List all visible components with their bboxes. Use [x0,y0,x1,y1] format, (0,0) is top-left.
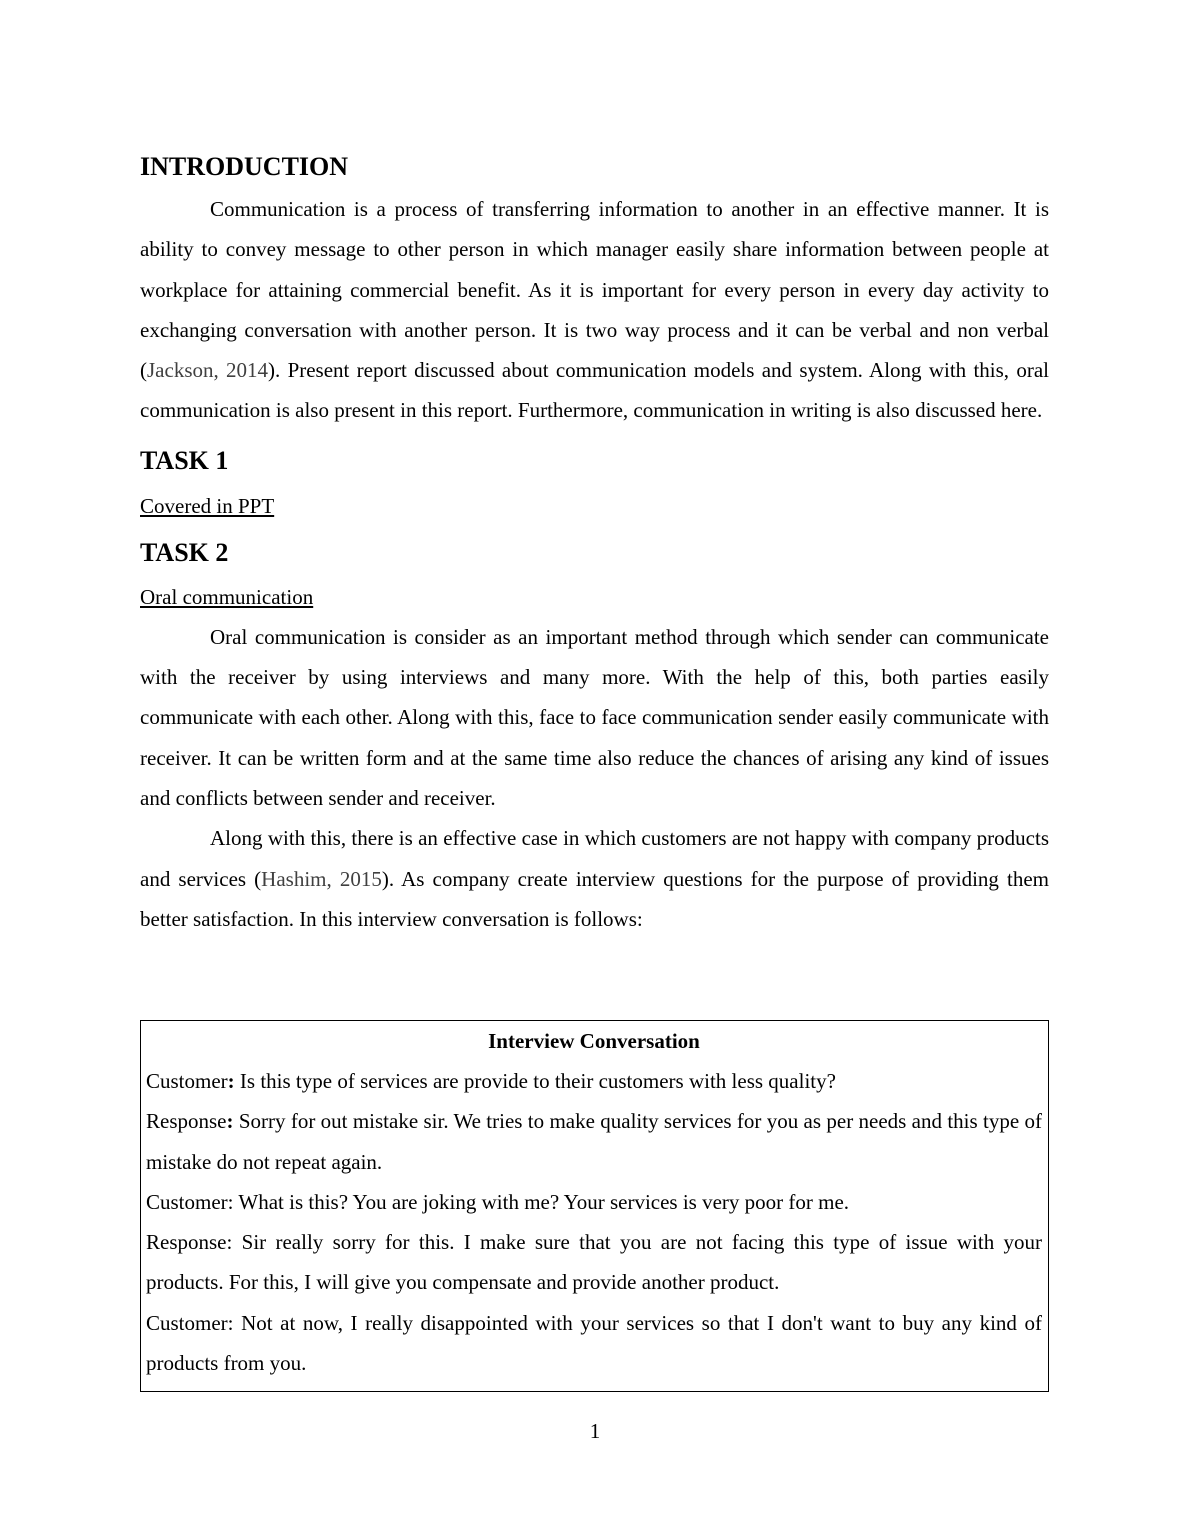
introduction-paragraph [140,189,1049,431]
speaker-colon: : [227,1069,235,1093]
citation-hashim: Hashim, 2015 [261,866,382,891]
oral-text-part2: ). As company create interview questions for the purpose of providing them better satisfaction. In this interview conversation is follows: [140,866,1050,931]
task1-subheading: Covered in PPT [140,493,275,518]
speaker-label: Response [146,1109,227,1134]
interview-conversation-box [140,1020,1049,1392]
speaker-colon: : [227,1189,234,1214]
utterance: Sorry for out mistake sir. We tries to make quality services for you as per needs and this type of mistake do not repeat again. [146,1109,1042,1174]
interview-line [146,1061,1042,1101]
interview-line [146,1222,1042,1303]
oral-text-part1: Along with this, there is an effective case in which customers are not happy with company products and services ( [140,826,1049,891]
speaker-label: Response [146,1230,227,1255]
interview-title: Interview Conversation [488,1029,700,1053]
interview-line [146,1182,1042,1222]
utterance: Is this type of services are provide to their customers with less quality? [234,1069,836,1093]
utterance: Sir really sorry for this. I make sure that you are not facing this type of issue with your products. For this, I will give you compensate and provide another product. [146,1230,1042,1295]
introduction-heading: INTRODUCTION [140,152,349,181]
oral-communication-paragraph-1: Oral communication is consider as an important method through which sender can communicate with the receiver by using interviews and many more. With the help of this, both parties easily communicate with each other. Along with this, face to face communication sender easily communicate with receiver. It can be written form and at the same time also reduce the chances of arising any kind of issues and conflicts between sender and receiver. [140,624,1049,810]
interview-line [146,1101,1042,1182]
speaker-colon: : [226,1109,234,1134]
utterance: Not at now, I really disappointed with your services so that I don't want to buy any kind of products from you. [146,1310,1042,1376]
task2-subheading: Oral communication [140,584,314,609]
task2-heading: TASK 2 [140,537,229,567]
document-body [140,150,1049,939]
citation-jackson: Jackson, 2014 [147,358,269,383]
utterance: What is this? You are joking with me? Your services is very poor for me. [233,1189,850,1214]
speaker-colon: : [226,1230,233,1255]
speaker-label: Customer [146,1189,228,1214]
page-number: 1 [589,1419,601,1443]
oral-communication-paragraph-2 [140,818,1049,939]
speaker-colon: : [227,1310,234,1335]
introduction-text-part1: Communication is a process of transferring information to another in an effective manner. It is ability to convey message to other person in which manager easily share information between people at workplace for attaining commercial benefit. As it is important for every person in every day activity to exchanging conversation with another person. It is two way process and it can be verbal and non verbal ( [140,197,1049,383]
introduction-text-part2: ). Present report discussed about communication models and system. Along with this, oral communication is also present in this report. Furthermore, communication in writing is also discussed here. [140,358,1049,423]
speaker-label: Customer [146,1069,228,1093]
interview-line [146,1303,1042,1384]
task1-heading: TASK 1 [140,445,229,475]
speaker-label: Customer [146,1310,228,1335]
